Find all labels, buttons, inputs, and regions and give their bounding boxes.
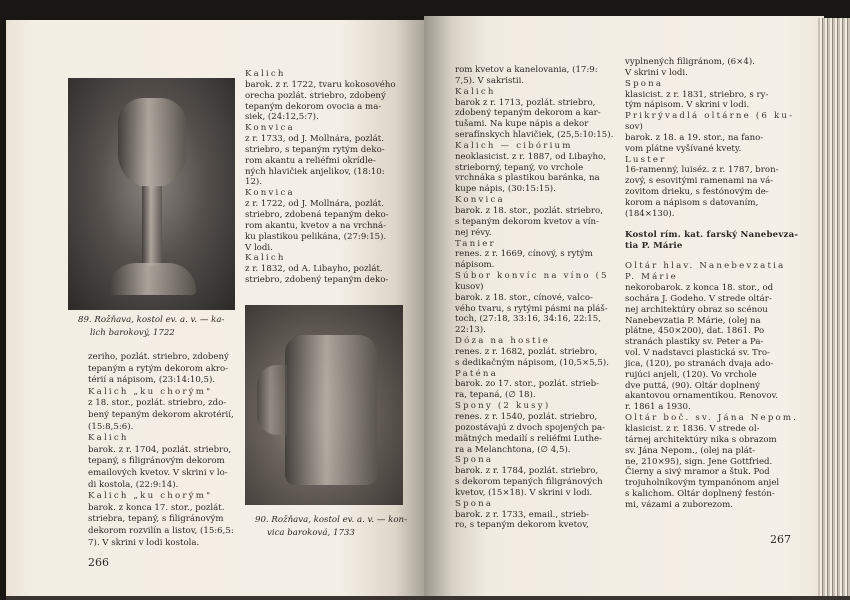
entry-heading: Kalich „ku chorým" [88,386,213,397]
text-line: renes. z r. 1669, cínový, s rytým [455,249,593,260]
text-line: nekorobarok. z konca 18. stor., od [625,283,774,294]
text-line: vého tvaru, s rytými pásmi na pláš- [455,303,608,314]
entry-heading: Dóza na hostie [455,336,551,347]
text-line: tým nápisom. V skrini v lodi. [625,100,750,111]
entry-heading: Oltár boč. sv. Jána Nepom. [625,413,799,424]
text-line: vom plátne vyšívané kvety. [625,143,742,154]
text-line: korom a nápisom s datovaním, [625,197,759,208]
text-line: rom kvetov a kanelovania, (17:9: [455,65,598,75]
text-line: kusov) [455,281,484,292]
text-line: tepaný, s filigránovým dekorom [88,456,225,467]
text-line: dekorom rozvilín a listov, (15:6,5: [88,525,234,536]
text-line: 12). [245,177,263,188]
text-line: emailových kvetov. V skrini v lo- [88,467,228,478]
text-line: barok. z r. 1704, pozlát. striebro, [88,444,232,455]
caption-line: 89. Rožňava, kostol ev. a. v. — ka- [78,315,225,325]
entry-heading: Spony (2 kusy) [455,401,551,412]
text-line: mi, vázami a zuborezom. [625,499,733,510]
entry-heading: Tanier [455,238,496,249]
text-line: 7,5). V sakristii. [455,75,525,86]
figure-89-caption [78,314,224,340]
entry-heading: Spona [455,455,494,466]
text-line: s dedikačným nápisom, (10,5×5,5). [455,357,609,368]
text-line: nápisom. [455,260,495,271]
text-line: s kalichom. Oltár doplnený festón- [625,489,775,500]
text-line: bený tepaným dekorom akrotérií, [88,409,234,420]
text-line: striebra, tepaný, s filigránovým [88,514,224,525]
entry-heading: Kalich — cibórium [455,140,573,151]
entry-heading: Spona [625,78,664,89]
open-book [6,12,850,600]
text-line: barok z r. 1713, pozlát. striebro, [455,97,596,108]
text-line: barok. z r. 1784, pozlát. striebro, [455,466,599,477]
text-line: tepaným dekorom ovocia a ma- [245,101,382,112]
spacer [625,251,798,261]
entry-heading: Spona [455,498,494,509]
text-line: kvetov, (15×18). V skrini v lodi. [455,487,593,498]
text-line: siek, (24:12,5:7). [245,112,319,123]
text-line: barok. z 18. a 19. stor., na fano- [625,132,764,143]
spacer [625,220,798,230]
entry-heading: Kalich [245,69,286,79]
text-line: stranách plastiky sv. Peter a Pa- [625,337,764,348]
photo-chalice [68,78,235,310]
text-line: z 18. stor., pozlát. striebro, zdo- [88,398,227,409]
text-line: di kostola, (22:9:14). [88,479,179,490]
text-line: neoklasicist. z r. 1887, od Libayho, [455,151,606,162]
caption-line: 90. Rožňava, kostol ev. a. v. — kon- [255,515,407,525]
text-line: strieborný, tepaný, vo vrchole [455,162,584,173]
text-line: vyplnených filigránom, (6×4). [625,57,755,67]
left-page-column-bottom [88,352,234,549]
text-line: ne, 210×95), sign. Jene Gottfried. [625,456,773,467]
text-line: plátne, 450×200), dat. 1861. Po [625,326,765,337]
text-line: dve puttá, (90). Oltár doplnený [625,380,760,391]
left-page-column-top [245,69,396,286]
text-line: klasicist. z r. 1836. V strede ol- [625,424,760,434]
text-line: mätných medailí s reliéfmi Luthe- [455,433,602,444]
text-line: tárnej architektúry nika s obrazom [625,434,777,445]
entry-heading: Oltár hlav. Nanebevzatia [625,261,786,272]
photo-jug [245,305,403,505]
entry-heading: Kalich [245,253,286,264]
text-line: zeriho, pozlát. striebro, zdobený [88,352,229,362]
text-line: rujúci anjeli, (120). Vo vrchole [625,369,757,380]
text-line: (184×130). [625,208,675,219]
text-line: Nanebevzatia P. Márie, (olej na [625,315,761,326]
text-line: barok. z 18. stor., cínové, valco- [455,292,593,303]
entry-heading: Kalich [88,433,129,444]
text-line: zdobený tepaným dekorom a kar- [455,108,601,119]
book-bottom-edge [6,596,850,600]
text-line: Čierny a sivý mramor a štuk. Pod [625,467,770,478]
text-line: zovitom drieku, s festónovým de- [625,187,769,198]
right-page-column-right [625,57,798,511]
text-line: renes. z r. 1540, pozlát. striebro, [455,412,598,422]
entry-heading: Súbor konvíc na víno (5 [455,271,609,282]
text-line: ku plastikou pelikána, (27:9:15). [245,231,387,242]
text-line: ných hlavičiek anjelikov, (18:10: [245,166,385,177]
text-line: ra a Melanchtona, (∅ 4,5). [455,444,571,455]
text-line: barok. z r. 1733, email., strieb- [455,509,590,520]
text-line: tepaným a rytým dekorom akro- [88,363,229,374]
entry-heading: Kalich [455,86,496,97]
text-line: barok. zo 17. stor., pozlát. strieb- [455,379,600,390]
text-line: serafínskych hlavičiek, (25,5:10:15). [455,130,614,141]
text-line: toch, (27:18, 33:16, 34:16, 22:15, [455,314,601,325]
text-line: barok. z konca 17. stor., pozlát. [88,502,225,513]
text-line: renes. z r. 1682, pozlát. striebro, [455,346,598,357]
text-line: nej révy. [455,227,492,238]
caption-line: lich barokový, 1722 [90,328,175,338]
text-line: s dekorom tepaných filigránových [455,477,603,488]
entry-heading: Kalich „ku chorým" [88,491,213,502]
text-line: striebro, s tepaným rytým deko- [245,144,385,155]
text-line: s tepaným dekorom kvetov a vín- [455,216,599,227]
text-line: orecha pozlát. striebro, zdobený [245,90,386,101]
section-heading: Kostol rím. kat. farský Nanebevza- [625,229,799,240]
right-page-column-left [455,65,613,531]
text-line: vrchnáka s plastikou baránka, na [455,173,600,184]
text-line: rom akantu, kvetov a na vrchná- [245,220,387,231]
text-line: zový, s esovitými ramenami na vá- [625,176,774,187]
text-line: trojuholníkovým tympanónom anjel [625,478,780,489]
text-line: nej architektúry obraz so scénou [625,304,768,315]
page-number-right: 267 [770,533,791,546]
caption-line: vica baroková, 1733 [267,528,355,538]
text-line: striebro, zdobený tepaným deko- [245,275,389,286]
text-line: akantovou ornamentikou. Renovov. [625,391,779,402]
text-line: striebro, zdobená tepaným deko- [245,209,389,220]
text-line: V lodi. [245,242,273,253]
text-line: barok. z r. 1722, tvaru kokosového [245,79,396,90]
text-line: pozostávajú z dvoch spojených pa- [455,422,605,433]
entry-heading: Paténa [455,368,498,379]
entry-heading: Luster [625,154,667,165]
text-line: vol. V nadstavci plastická sv. Tro- [625,348,770,359]
entry-heading: P. Márie [625,272,678,283]
section-heading: tia P. Márie [625,240,683,251]
text-line: (15:8,5:6). [88,421,134,432]
text-line: 22:13). [455,325,486,336]
text-line: rom akantu a reliéfmi okrídle- [245,155,376,166]
text-line: 16-ramenný, luiséz. z r. 1787, bron- [625,165,779,176]
text-line: z r. 1832, od A. Libayho, pozlát. [245,264,383,275]
page-edges [818,18,850,596]
page-number-left: 266 [88,556,109,569]
text-line: z r. 1722, od J. Mollnára, pozlát. [245,199,384,210]
text-line: V skrini v lodi. [625,67,688,78]
text-line: jica, (120), po stranách dvaja ado- [625,358,774,369]
text-line: sochára J. Godeho. V strede oltár- [625,293,772,304]
entry-heading: Konvica [455,195,505,206]
text-line: z r. 1733, od J. Mollnára, pozlát. [245,134,384,145]
text-line: r. 1861 a 1930. [625,402,691,413]
text-line: klasicist. z r. 1831, striebro, s ry- [625,89,769,100]
text-line: barok. z 18. stor., pozlát. striebro, [455,205,603,216]
text-line: sov) [625,122,643,133]
text-line: sv. Jána Nepom., (olej na plát- [625,445,756,456]
text-line: térií a nápisom, (23:14:10,5). [88,375,216,386]
figure-90-caption [255,514,407,540]
text-line: ra, tepaná, (∅ 18). [455,390,536,401]
entry-heading: Konvica [245,188,295,199]
text-line: ro, s tepaným dekorom kvetov, [455,520,589,531]
text-line: tušami. Na kupe nápis a dekor [455,119,589,130]
entry-heading: Prikrývadlá oltárne (6 ku- [625,111,795,122]
text-line: 7). V skrini v lodi kostola. [88,537,200,548]
text-line: kupe nápis, (30:15:15). [455,184,556,195]
entry-heading: Konvica [245,123,295,134]
